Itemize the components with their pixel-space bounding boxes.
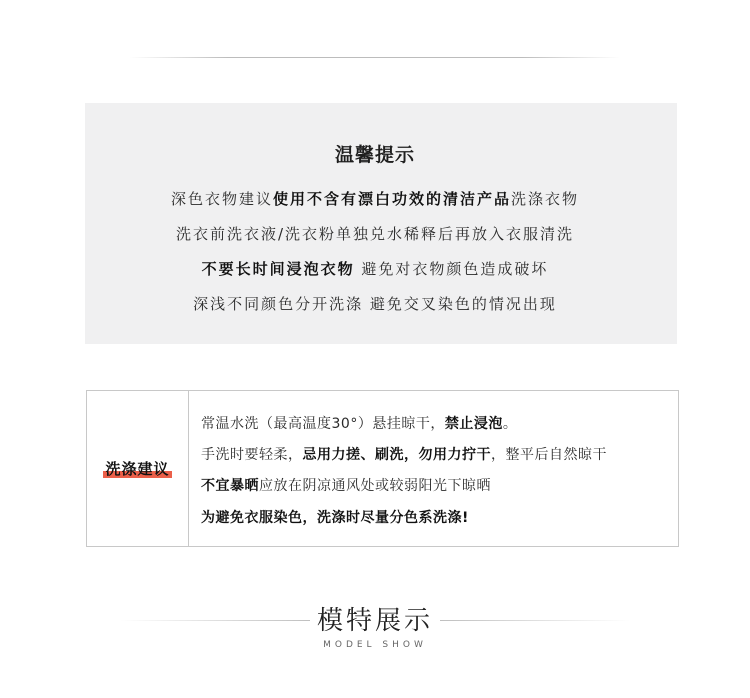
model-show-title: 模特展示 [316, 606, 433, 636]
highlight-underline [171, 188, 579, 209]
washing-row-4 [201, 507, 469, 527]
tips-line-3-c: 避免对衣物颜色造成破坏 [354, 260, 549, 278]
washing-label: 洗涤建议 [105, 460, 170, 478]
model-show-subtitle: MODEL SHOW [323, 640, 427, 650]
washing-row-4-text: 为避免衣服染色，洗涤时尽量分色系洗涤! [201, 510, 469, 526]
washing-row-1-b: 禁止浸泡 [444, 416, 503, 432]
tips-line-2: 洗衣前洗衣液/洗衣粉单独兑水稀释后再放入衣服清洗 [175, 225, 575, 243]
tips-line-1-a: 深色衣物建议 [170, 190, 273, 208]
washing-row-2-c: ，整平后自然晾干 [491, 447, 607, 463]
tips-line-1 [0, 188, 750, 209]
washing-row-1 [201, 413, 517, 433]
top-divider [130, 57, 620, 58]
washing-row-1-c: 。 [502, 416, 518, 432]
washing-row-2 [201, 444, 607, 464]
tips-line-1-c: 洗涤衣物 [511, 190, 580, 208]
washing-row-1-a: 常温水洗（最高温度30°）悬挂晾干， [201, 416, 445, 432]
washing-row-3-c: 应放在阴凉通风处或较弱阳光下晾晒 [259, 478, 491, 494]
washing-label-cell [87, 391, 188, 546]
washing-row-3-b: 不宜暴晒 [201, 478, 259, 494]
washing-row-2-a: 手洗时要轻柔， [201, 447, 303, 463]
washing-row-3 [201, 475, 491, 495]
washing-row-2-b: 忌用力搓、刷洗，勿用力拧干 [302, 447, 491, 463]
washing-table [86, 390, 679, 547]
table-divider [188, 391, 189, 546]
tips-line-1-b: 使用不含有漂白功效的清洁产品 [272, 190, 511, 208]
tips-line-3 [0, 258, 750, 279]
tips-line-4: 深浅不同颜色分开洗涤 避免交叉染色的情况出现 [193, 295, 557, 313]
tips-title: 温馨提示 [334, 144, 415, 166]
tips-line-3-b: 不要长时间浸泡衣物 [201, 260, 355, 278]
